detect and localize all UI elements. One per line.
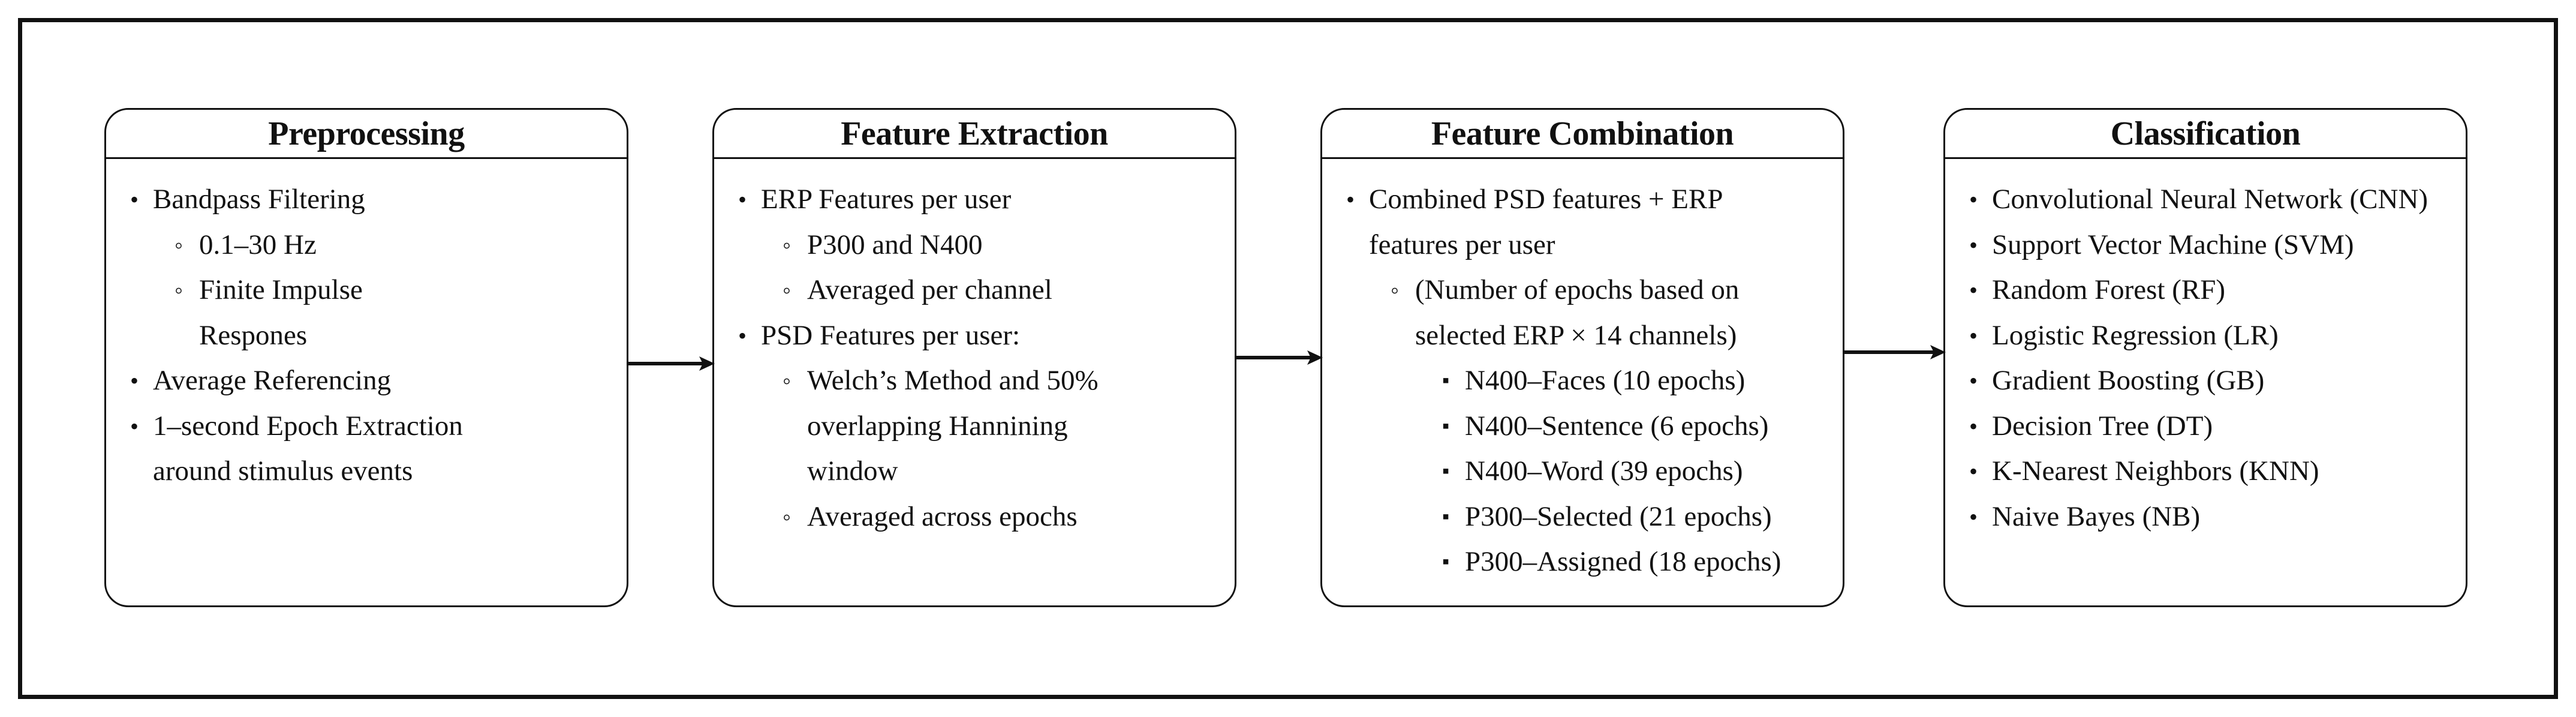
bullet-item-continuation: features per user — [1369, 229, 1555, 260]
bullet-item: ◦ (Number of epochs based on — [1346, 268, 1831, 313]
arrow-extraction-to-combination — [1235, 346, 1323, 370]
bullet-item: ◦ 0.1–30 Hz — [130, 223, 615, 268]
feature-combination-items — [1322, 159, 1843, 585]
arrow-preprocessing-to-extraction — [627, 352, 715, 376]
bullet-item: ◦ P300 and N400 — [738, 223, 1223, 268]
bullet-item: • Random Forest (RF) — [1969, 268, 2454, 313]
classification-title: Classification — [1945, 110, 2466, 159]
bullet-item: • ERP Features per user — [738, 177, 1223, 223]
feature-combination-title: Feature Combination — [1322, 110, 1843, 159]
bullet-item: ▪ P300–Assigned (18 epochs) — [1346, 539, 1831, 585]
bullet-item-continuation: selected ERP × 14 channels) — [1415, 319, 1737, 351]
feature-extraction-title: Feature Extraction — [714, 110, 1235, 159]
bullet-item: • Bandpass Filtering — [130, 177, 615, 223]
bullet-item: • Support Vector Machine (SVM) — [1969, 223, 2454, 268]
classification-box — [1943, 108, 2467, 607]
bullet-item: • Decision Tree (DT) — [1969, 404, 2454, 449]
preprocessing-items — [106, 159, 627, 494]
bullet-item: ◦ Averaged per channel — [738, 268, 1223, 313]
bullet-item-continuation: around stimulus events — [153, 455, 413, 487]
arrow-combination-to-classification — [1843, 340, 1946, 364]
bullet-item: ▪ P300–Selected (21 epochs) — [1346, 494, 1831, 540]
bullet-item: • Gradient Boosting (GB) — [1969, 358, 2454, 404]
bullet-item: ◦ Finite Impulse — [130, 268, 615, 313]
bullet-item: • PSD Features per user: — [738, 313, 1223, 359]
bullet-item-continuation: Respones — [199, 319, 308, 351]
feature-extraction-box — [712, 108, 1236, 607]
preprocessing-box — [104, 108, 628, 607]
classification-items — [1945, 159, 2466, 539]
bullet-item: • Convolutional Neural Network (CNN) — [1969, 177, 2454, 223]
feature-combination-box — [1320, 108, 1844, 607]
bullet-item: ◦ Averaged across epochs — [738, 494, 1223, 540]
bullet-item: • 1–second Epoch Extraction — [130, 404, 615, 449]
bullet-item: • Combined PSD features + ERP — [1346, 177, 1831, 223]
bullet-item: • Naive Bayes (NB) — [1969, 494, 2454, 540]
bullet-item: ▪ N400–Sentence (6 epochs) — [1346, 404, 1831, 449]
bullet-item: • Average Referencing — [130, 358, 615, 404]
bullet-item: • K-Nearest Neighbors (KNN) — [1969, 449, 2454, 494]
preprocessing-title: Preprocessing — [106, 110, 627, 159]
feature-extraction-items — [714, 159, 1235, 539]
bullet-item: ▪ N400–Word (39 epochs) — [1346, 449, 1831, 494]
bullet-item: ◦ Welch’s Method and 50% — [738, 358, 1223, 404]
bullet-item-continuation: overlapping Hannining — [807, 410, 1068, 442]
bullet-item: • Logistic Regression (LR) — [1969, 313, 2454, 359]
bullet-item: ▪ N400–Faces (10 epochs) — [1346, 358, 1831, 404]
bullet-item-continuation: window — [807, 455, 898, 487]
